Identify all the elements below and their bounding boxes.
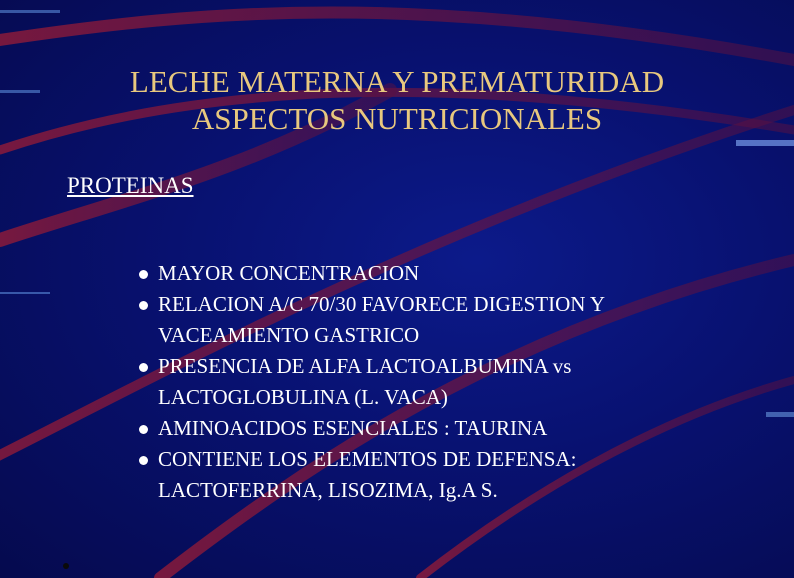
bullet-text: MAYOR CONCENTRACION: [158, 261, 420, 285]
bullet-item: [137, 258, 757, 289]
bullet-text: RELACION A/C 70/30 FAVORECE DIGESTION Y: [158, 292, 606, 316]
slide-title-line1: LECHE MATERNA Y PREMATURIDAD: [129, 64, 665, 99]
bullet-text: AMINOACIDOS ESENCIALES : TAURINA: [158, 416, 548, 440]
bullet-item: [137, 413, 757, 444]
bullet-text-continued: LACTOFERRINA, LISOZIMA, Ig.A S.: [158, 478, 498, 502]
empty-bullet-dot-icon: [63, 563, 69, 569]
bullet-item: [137, 351, 757, 413]
bullet-dot-icon: [139, 425, 148, 434]
bullet-dot-icon: [139, 456, 148, 465]
slide-title-line2: ASPECTOS NUTRICIONALES: [191, 101, 603, 136]
bullet-text-continued: VACEAMIENTO GASTRICO: [158, 323, 420, 347]
bullet-text: PRESENCIA DE ALFA LACTOALBUMINA vs: [158, 354, 572, 378]
bullet-list: [137, 258, 757, 506]
bullet-dot-icon: [139, 301, 148, 310]
bullet-item: [137, 289, 757, 351]
section-heading: PROTEINAS: [67, 173, 194, 198]
bullet-text: CONTIENE LOS ELEMENTOS DE DEFENSA:: [158, 447, 577, 471]
bullet-dot-icon: [139, 270, 148, 279]
bullet-item: [137, 444, 757, 506]
bullet-dot-icon: [139, 363, 148, 372]
bullet-text-continued: LACTOGLOBULINA (L. VACA): [158, 385, 448, 409]
